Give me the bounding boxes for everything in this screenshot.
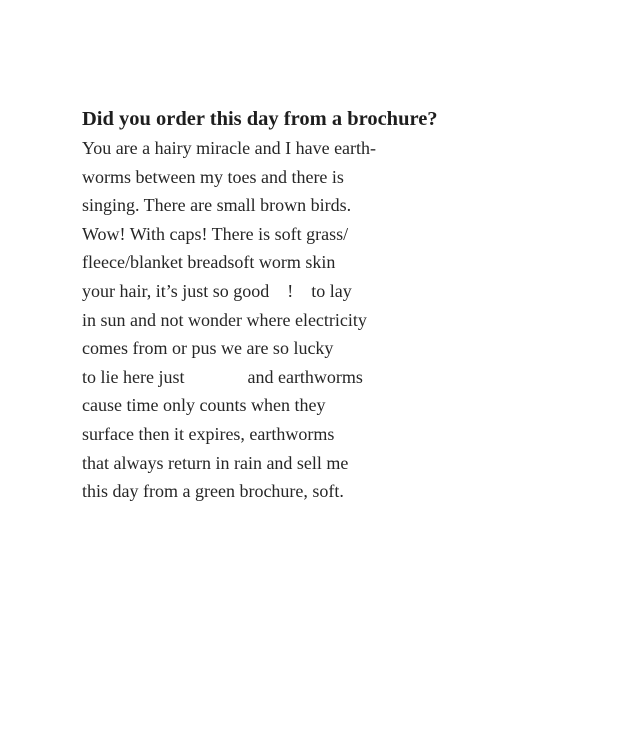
poem xyxy=(82,104,522,506)
poem-line: Wow! With caps! There is soft grass/ xyxy=(82,223,349,244)
poem-line: that always return in rain and sell me xyxy=(82,452,349,473)
poem-line: in sun and not wonder where electricity xyxy=(82,309,367,330)
poem-line: your hair, it’s just so good ! to lay xyxy=(82,280,352,301)
poem-body xyxy=(82,134,522,506)
poem-line: worms between my toes and there is xyxy=(82,166,344,187)
poem-line: You are a hairy miracle and I have earth- xyxy=(82,138,377,158)
poem-line: surface then it expires, earthworms xyxy=(82,423,335,444)
poem-line: fleece/blanket breadsoft worm skin xyxy=(82,252,336,273)
poem-line: cause time only counts when they xyxy=(82,395,326,416)
poem-line: singing. There are small brown birds. xyxy=(82,195,352,216)
poem-line: to lie here just and earthworms xyxy=(82,366,363,387)
poem-line: this day from a green brochure, soft. xyxy=(82,481,344,502)
poem-line: comes from or pus we are so lucky xyxy=(82,338,334,359)
poem-title: Did you order this day from a brochure? xyxy=(82,108,438,130)
